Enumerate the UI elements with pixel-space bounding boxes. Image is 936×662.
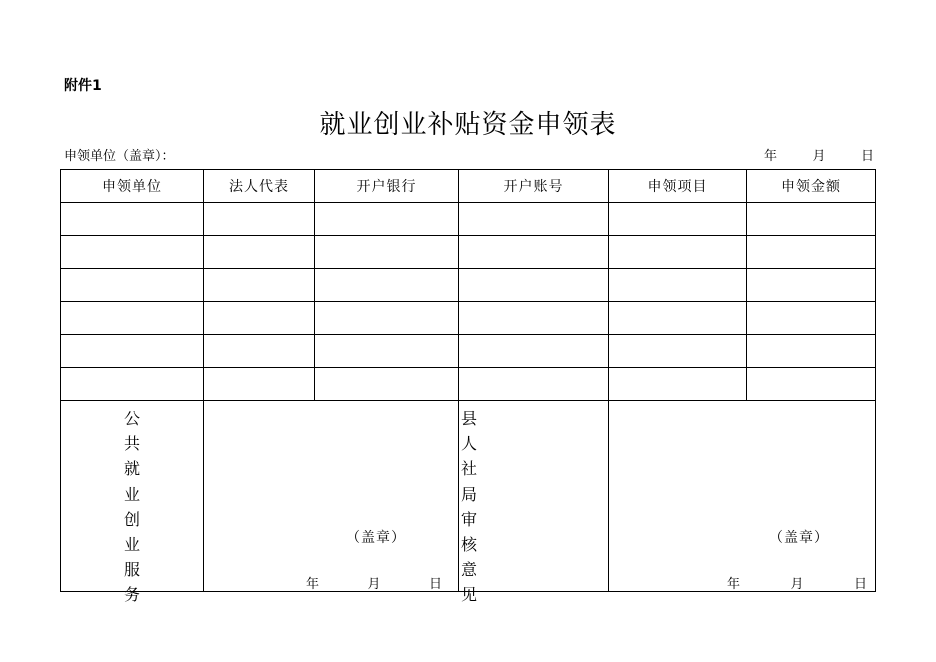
table-cell[interactable]	[609, 236, 747, 269]
table-cell[interactable]	[204, 269, 315, 302]
col-header-bank: 开户银行	[315, 170, 459, 203]
date-year: 年	[306, 577, 320, 592]
page-title: 就业创业补贴资金申领表	[319, 110, 617, 140]
vertical-char: 务	[123, 585, 140, 605]
table-cell[interactable]	[61, 236, 204, 269]
vertical-char: 审	[461, 509, 478, 529]
vertical-char: 就	[123, 459, 140, 479]
public-service-opinion-field[interactable]	[204, 401, 459, 592]
date-month: 月	[790, 577, 804, 592]
table-header-row	[61, 170, 876, 203]
table-cell[interactable]	[459, 203, 609, 236]
county-review-opinion-field[interactable]	[609, 401, 876, 592]
date-month: 月	[367, 577, 381, 592]
seal-label: （盖章）	[346, 530, 406, 546]
vertical-char: 公	[123, 409, 140, 428]
table-cell[interactable]	[459, 236, 609, 269]
date-month: 月	[812, 149, 826, 164]
vertical-char: 核	[461, 535, 478, 555]
date-year: 年	[727, 577, 741, 592]
vertical-char: 局	[461, 484, 478, 504]
vertical-char: 创	[123, 509, 140, 529]
table-row	[61, 236, 876, 269]
table-cell[interactable]	[747, 236, 876, 269]
table-cell[interactable]	[747, 302, 876, 335]
vertical-char: 意	[461, 560, 478, 580]
public-employment-service-label-cell	[61, 401, 204, 605]
table-cell[interactable]	[609, 335, 747, 368]
public-employment-service-label	[61, 401, 203, 605]
table-cell[interactable]	[459, 269, 609, 302]
seal-label: （盖章）	[769, 530, 829, 546]
table-cell[interactable]	[747, 269, 876, 302]
table-cell[interactable]	[204, 203, 315, 236]
table-cell[interactable]	[61, 335, 204, 368]
vertical-char: 业	[123, 535, 140, 555]
table-cell[interactable]	[609, 269, 747, 302]
vertical-char: 见	[461, 585, 478, 605]
opinion-row	[61, 401, 876, 592]
table-cell[interactable]	[204, 302, 315, 335]
table-cell[interactable]	[315, 368, 459, 401]
vertical-char: 业	[123, 484, 140, 504]
col-header-account: 开户账号	[459, 170, 609, 203]
col-header-amount: 申领金额	[747, 170, 876, 203]
table-cell[interactable]	[204, 335, 315, 368]
table-cell[interactable]	[747, 203, 876, 236]
col-header-item: 申领项目	[609, 170, 747, 203]
table-cell[interactable]	[204, 368, 315, 401]
sign-date	[306, 573, 442, 592]
table-cell[interactable]	[459, 368, 609, 401]
vertical-char: 共	[123, 434, 140, 454]
vertical-char: 服	[123, 560, 140, 580]
table-cell[interactable]	[315, 236, 459, 269]
table-cell[interactable]	[747, 368, 876, 401]
table-cell[interactable]	[609, 203, 747, 236]
table-cell[interactable]	[315, 203, 459, 236]
table-cell[interactable]	[609, 368, 747, 401]
subsidy-application-table	[60, 169, 876, 605]
table-cell[interactable]	[747, 335, 876, 368]
table-cell[interactable]	[61, 368, 204, 401]
table-cell[interactable]	[204, 236, 315, 269]
date-day: 日	[853, 577, 867, 592]
table-cell[interactable]	[459, 335, 609, 368]
table-cell[interactable]	[459, 302, 609, 335]
table-cell[interactable]	[315, 269, 459, 302]
vertical-char: 社	[461, 459, 478, 479]
county-hrss-review-label-cell	[459, 401, 609, 605]
date-day: 日	[428, 577, 442, 592]
table-cell[interactable]	[61, 269, 204, 302]
vertical-char: 县	[461, 409, 478, 428]
col-header-legal-rep: 法人代表	[204, 170, 315, 203]
table-cell[interactable]	[61, 203, 204, 236]
table-row	[61, 368, 876, 401]
table-cell[interactable]	[61, 302, 204, 335]
date-day: 日	[860, 149, 874, 164]
date-year: 年	[764, 149, 778, 164]
table-row	[61, 335, 876, 368]
table-cell[interactable]	[609, 302, 747, 335]
header-date	[764, 145, 874, 164]
table-cell[interactable]	[315, 335, 459, 368]
attachment-label: 附件1	[64, 78, 102, 94]
col-header-unit: 申领单位	[61, 170, 204, 203]
county-hrss-review-label	[459, 401, 608, 605]
table-cell[interactable]	[315, 302, 459, 335]
applicant-unit-line: 申领单位（盖章）：	[64, 149, 175, 164]
vertical-char: 人	[461, 434, 478, 454]
table-row	[61, 269, 876, 302]
sign-date	[727, 573, 867, 592]
table-row	[61, 302, 876, 335]
table-row	[61, 203, 876, 236]
